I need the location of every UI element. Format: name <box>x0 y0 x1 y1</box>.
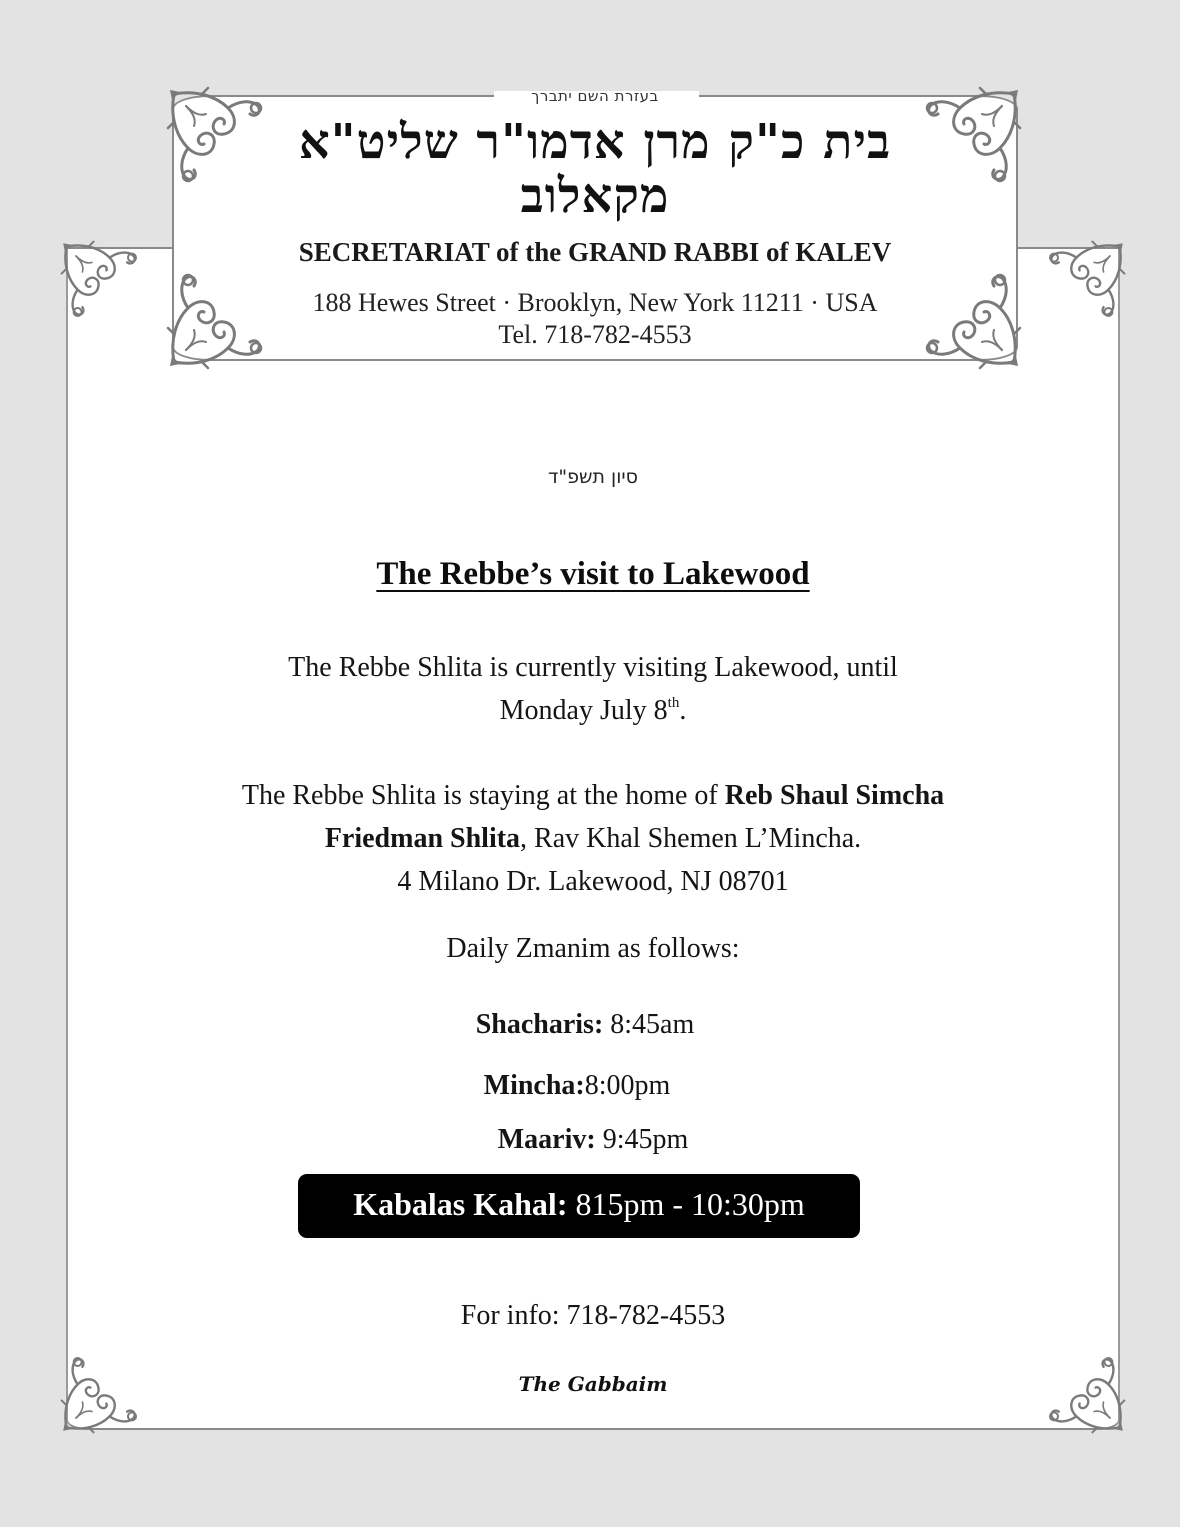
kabalas-kahal-label: Kabalas Kahal: <box>353 1186 568 1222</box>
flourish-icon <box>166 270 266 370</box>
org-address: 188 Hewes Street · Brooklyn, New York 11211 · USA <box>312 288 878 317</box>
host-name-part1: Reb Shaul Simcha <box>724 780 945 811</box>
flourish-icon <box>922 86 1022 186</box>
host-address: 4 Milano Dr. Lakewood, NJ 08701 <box>397 866 789 897</box>
kabalas-kahal-time: 815pm - 10:30pm <box>567 1186 805 1222</box>
letterhead <box>172 87 1018 361</box>
document-title: The Rebbe’s visit to Lakewood <box>376 556 810 592</box>
host-line2 <box>66 817 1120 860</box>
zman-label: Mincha: <box>483 1070 585 1101</box>
signature: The Gabbaim <box>518 1372 668 1396</box>
zman-label: Shacharis: <box>475 1009 604 1040</box>
flourish-icon <box>922 270 1022 370</box>
zman-time: 8:00pm <box>584 1070 671 1101</box>
flourish-icon <box>166 86 266 186</box>
host-title: , Rav Khal Shemen L’Mincha. <box>520 823 862 854</box>
hebrew-date: סיון תשפ"ד <box>548 466 638 488</box>
zmanim-intro: Daily Zmanim as follows: <box>446 933 740 964</box>
info-phone: For info: 718-782-4553 <box>460 1300 726 1331</box>
zman-mincha <box>50 1070 1104 1102</box>
host-line1 <box>66 774 1120 817</box>
org-address-block <box>174 287 1016 351</box>
org-name-hebrew-line2: מקאלוב <box>520 168 670 224</box>
kabalas-kahal-banner <box>298 1174 860 1238</box>
org-phone: Tel. 718-782-4553 <box>498 320 692 349</box>
blessing-text: בעזרת השם יתברך <box>531 87 659 105</box>
zman-shacharis <box>58 1009 1112 1041</box>
flourish-icon <box>60 240 140 320</box>
date-ordinal: th <box>667 695 680 711</box>
zman-time: 8:45am <box>603 1009 695 1040</box>
org-name-hebrew-line1: בית כ"ק מרן אדמו"ר שליט"א <box>298 114 892 170</box>
zman-maariv <box>66 1124 1120 1156</box>
punctuation: . <box>679 695 687 726</box>
host-paragraph <box>66 774 1120 903</box>
visit-date: Monday July 8 <box>499 695 668 726</box>
org-name-english: SECRETARIAT of the GRAND RABBI of KALEV <box>298 237 892 267</box>
org-name-hebrew <box>174 115 1016 223</box>
flourish-icon <box>1046 240 1126 320</box>
host-name-part2: Friedman Shlita <box>324 823 521 854</box>
zman-label: Maariv: <box>497 1124 596 1155</box>
visit-line1: The Rebbe Shlita is currently visiting Lakewood, until <box>288 652 898 683</box>
host-lead-text: The Rebbe Shlita is staying at the home of <box>241 780 725 811</box>
visit-line2 <box>66 689 1120 732</box>
visit-paragraph <box>66 646 1120 732</box>
zman-time: 9:45pm <box>595 1124 689 1155</box>
